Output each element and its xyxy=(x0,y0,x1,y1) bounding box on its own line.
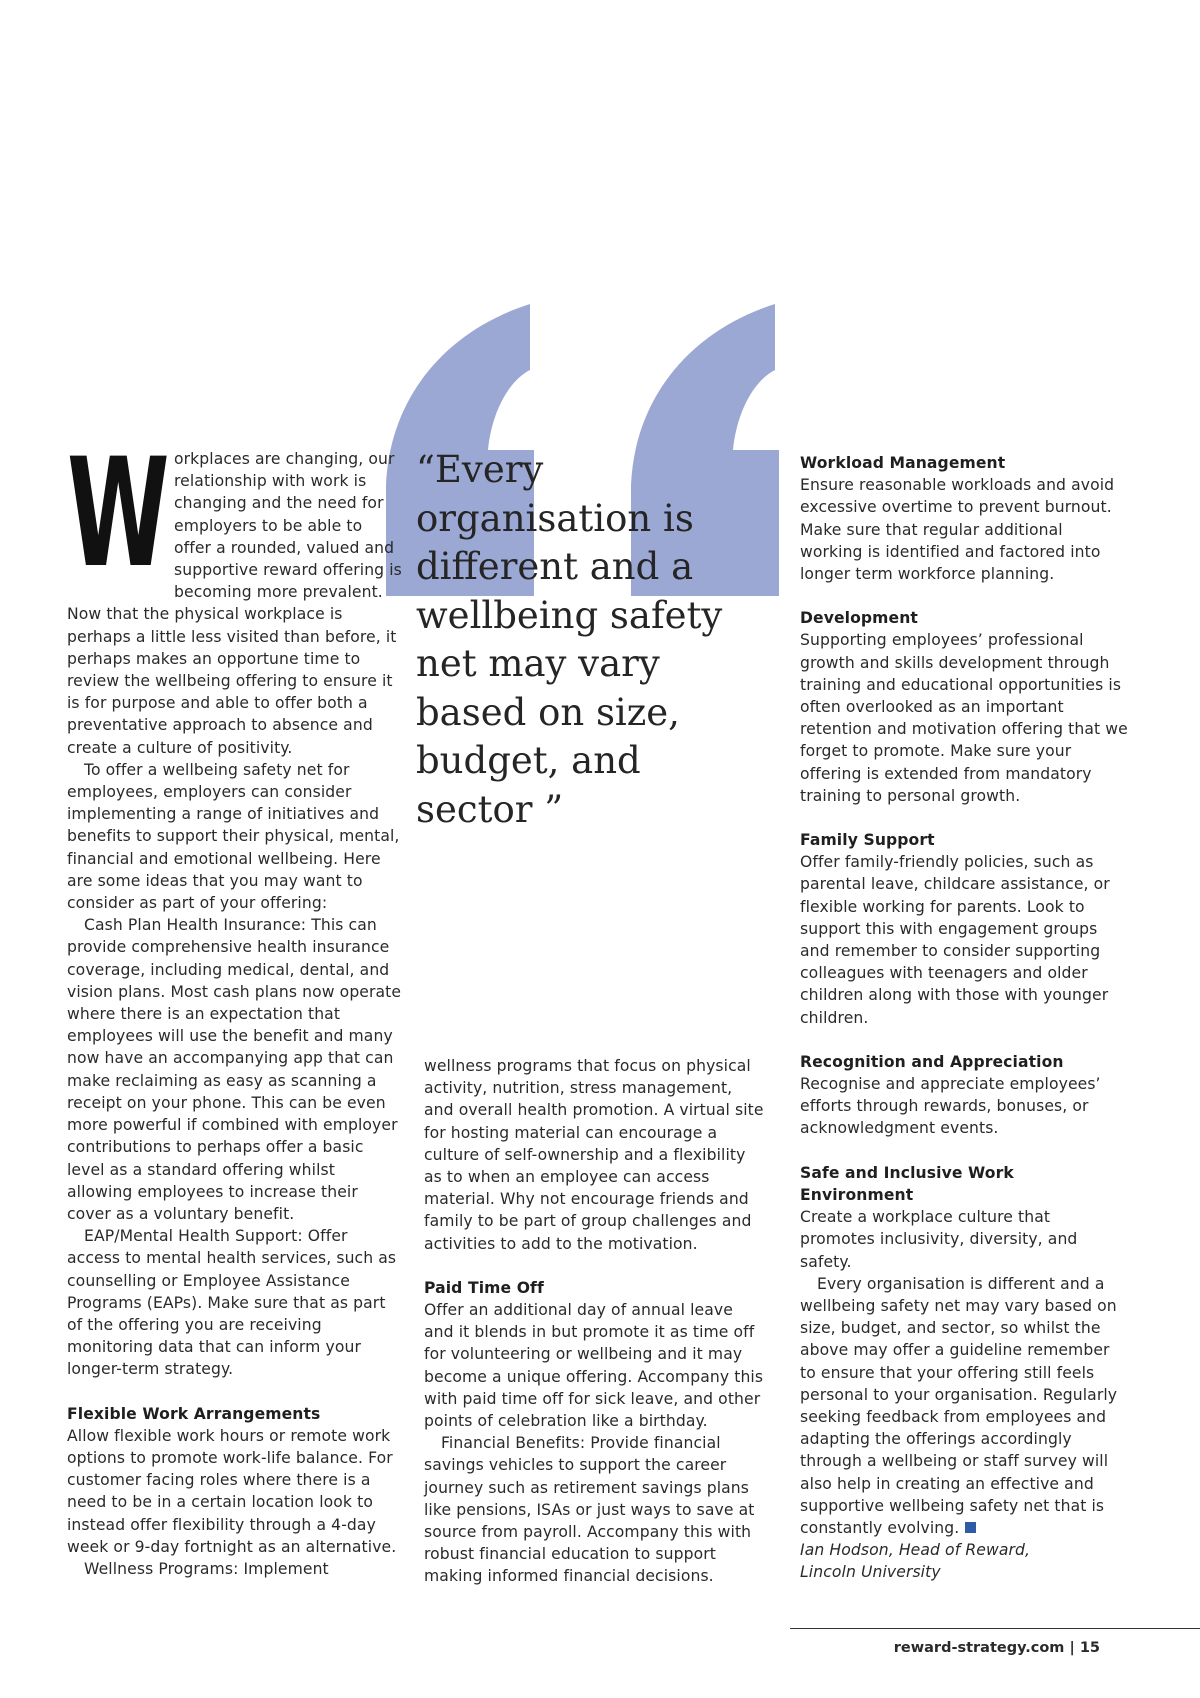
section-heading: Recognition and Appreciation xyxy=(800,1052,1064,1071)
section-heading: Workload Management xyxy=(800,454,1006,472)
column-middle xyxy=(424,1055,766,1588)
paragraph: Supporting employees’ professional growth and skills development through training and educational opportunities is often overlooked as an important retention and motivation offering that we forget to promote. Make sure your offering is extended from mandatory training to personal growth. xyxy=(800,631,1128,805)
section-heading: Safe and Inclusive Work Environment xyxy=(800,1163,1014,1204)
paragraph: Allow flexible work hours or remote work options to promote work-life balance. For customer facing roles where there is a need to be in a certain location look to instead offer flexibility through a 4-day week or 9-day fortnight as an alternative. xyxy=(67,1426,397,1556)
section-heading: Paid Time Off xyxy=(424,1278,544,1297)
intro-paragraph: orkplaces are changing, our relationship with work is changing and the need for employers to be able to offer a rounded, valued and supportive reward offering is becoming more prevalent. Now that the physical workplace is perhaps a little less visited than before, it perhaps makes an opportune time to review the wellbeing offering to ensure it is for purpose and able to offer both a preventative approach to absence and create a culture of positivity. xyxy=(67,450,402,757)
column-left xyxy=(67,427,404,1580)
paragraph: wellness programs that focus on physical activity, nutrition, stress management, and overall health promotion. A virtual site for hosting material can encourage a culture of self-ownership and a flexibility as to when an employee can access material. Why not encourage friends and family to be part of group challenges and activities to add to the motivation. xyxy=(424,1057,764,1253)
author-affiliation: Lincoln University xyxy=(800,1563,941,1582)
paragraph: To offer a wellbeing safety net for employees, employers can consider implementing a range of initiatives and benefits to support their physical, mental, financial and emotional wellbeing. Here are some ideas that you may want to consider as part of your offering: xyxy=(67,760,400,913)
footer-divider xyxy=(790,1628,1200,1629)
paragraph: Wellness Programs: Implement xyxy=(84,1559,329,1578)
section-heading: Flexible Work Arrangements xyxy=(67,1404,321,1423)
footer-site: reward-strategy.com xyxy=(893,1640,1065,1656)
paragraph: Offer family-friendly policies, such as parental leave, childcare assistance, or flexible working for parents. Look to support this with engagement groups and remember to consider supporting colleagues with teenagers and older children along with those with younger children. xyxy=(800,853,1110,1027)
page-footer xyxy=(894,1640,1100,1656)
pull-quote: “Every organisation is different and a wellbeing safety net may vary based on size, budget, and sector ” xyxy=(416,448,723,831)
paragraph: Financial Benefits: Provide financial savings vehicles to support the career journey such as retirement savings plans like pensions, ISAs or just ways to save at source from payroll. Accompany this with robust financial education to support making informed financial decisions. xyxy=(424,1434,755,1586)
paragraph: Offer an additional day of annual leave and it blends in but promote it as time off for volunteering or wellbeing and it may become a unique offering. Accompany this with paid time off for sick leave, and other points of celebration like a birthday. xyxy=(424,1301,764,1431)
page-number: | 15 xyxy=(1069,1640,1100,1656)
closing-paragraph xyxy=(800,1273,1130,1539)
author-signature: Ian Hodson, Head of Reward, xyxy=(800,1541,1031,1560)
section-heading: Family Support xyxy=(800,831,935,850)
end-mark-icon xyxy=(965,1522,976,1533)
paragraph: Cash Plan Health Insurance: This can provide comprehensive health insurance coverage, including medical, dental, and vision plans. Most cash plans now operate where there is an expectation that employees will use the benefit and many now have an accompanying app that can make reclaiming as easy as scanning a receipt on your phone. This can be even more powerful if combined with employer contributions to perhaps offer a basic level as a standard offering whilst allowing employees to increase their cover as a voluntary benefit. xyxy=(67,916,402,1223)
paragraph: EAP/Mental Health Support: Offer access to mental health services, such as counselling or Employee Assistance Programs (EAPs). Make sure that as part of the offering you are receiving monitoring data that can inform your longer-term strategy. xyxy=(67,1227,397,1379)
paragraph: Recognise and appreciate employees’ efforts through rewards, bonuses, or acknowledgment events. xyxy=(800,1075,1101,1138)
paragraph: Ensure reasonable workloads and avoid excessive overtime to prevent burnout. Make sure that regular additional working is identified and factored into longer term workforce planning. xyxy=(800,476,1115,584)
column-right xyxy=(800,452,1130,1584)
closing-text: Every organisation is different and a wellbeing safety net may vary based on size, budget, and sector, so whilst the above may offer a guideline remember to ensure that your offering still feels personal to your organisation. Regularly seeking feedback from employees and adapting the offerings accordingly through a wellbeing or staff survey will also help in creating an effective and supportive wellbeing safety net that is constantly evolving. xyxy=(800,1274,1118,1537)
section-heading: Development xyxy=(800,609,918,628)
dropcap xyxy=(67,427,174,601)
dropcap-letter: W xyxy=(67,427,170,601)
paragraph: Create a workplace culture that promotes inclusivity, diversity, and safety. xyxy=(800,1208,1078,1271)
